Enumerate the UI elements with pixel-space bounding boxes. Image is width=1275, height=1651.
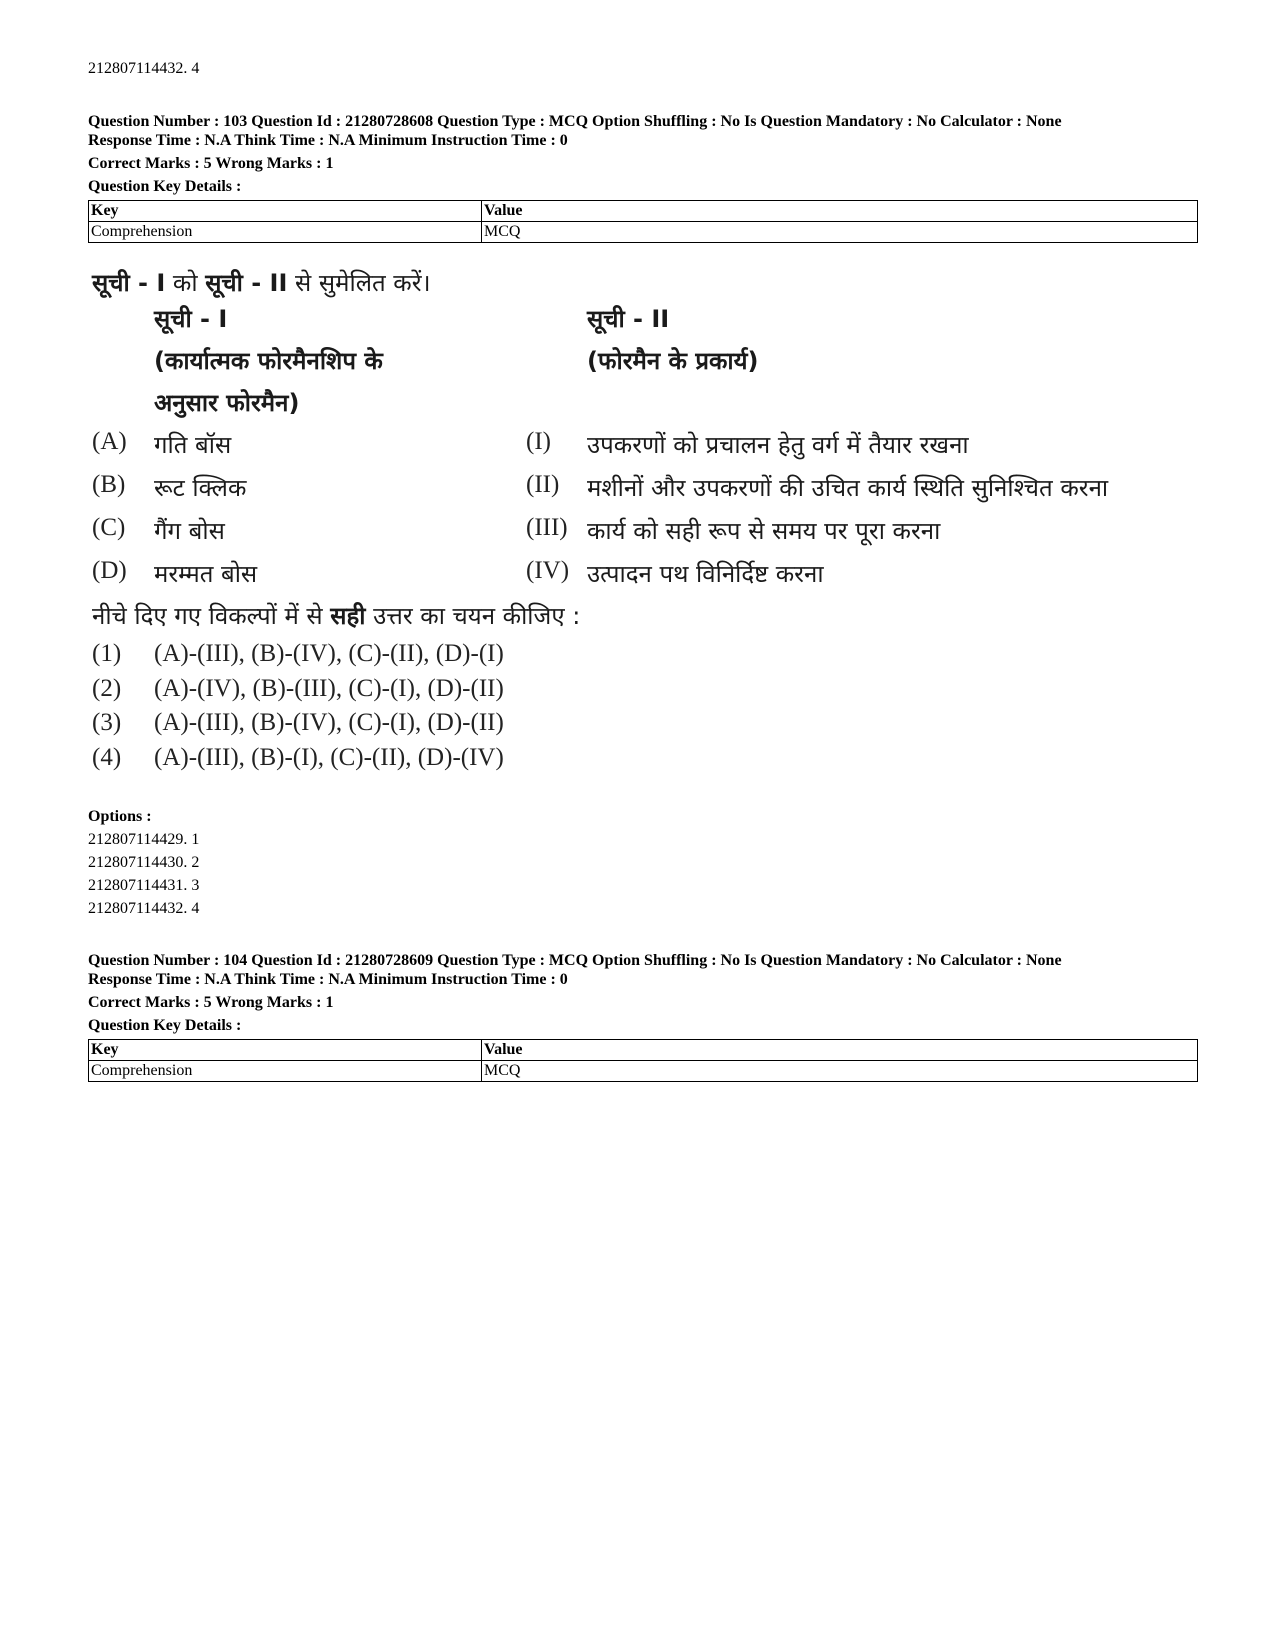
row-ii-text: मशीनों और उपकरणों की उचित कार्य स्थिति सुनिश्चित करना (587, 474, 1109, 502)
table-header-row (89, 201, 1198, 222)
table-row (89, 222, 1198, 243)
q104-header-line2: Response Time : N.A Think Time : N.A Minimum Instruction Time : 0 (88, 971, 568, 988)
row-iii-label: (III) (526, 514, 568, 541)
choice-1-text: (A)-(III), (B)-(IV), (C)-(II), (D)-(I) (154, 640, 504, 667)
table-header-value: Value (482, 1040, 1198, 1061)
table-cell-key: Comprehension (89, 1061, 482, 1082)
option-item: 212807114429. 1 (88, 831, 200, 848)
row-iv-text: उत्पादन पथ विनिर्दिष्ट करना (587, 560, 824, 588)
list1-title: सूची - I (154, 305, 228, 333)
q104-key-table (88, 1039, 1198, 1082)
row-c-text: गैंग बोस (154, 517, 225, 545)
option-item: 212807114431. 3 (88, 877, 200, 894)
table-header-key: Key (89, 1040, 482, 1061)
row-i-label: (I) (526, 428, 551, 455)
choice-3-num: (3) (92, 709, 122, 736)
row-b-label: (B) (92, 471, 126, 498)
list2-title: सूची - II (587, 305, 670, 333)
table-cell-key: Comprehension (89, 222, 482, 243)
option-item: 212807114430. 2 (88, 854, 200, 871)
q104-header-line1: Question Number : 104 Question Id : 21280728609 Question Type : MCQ Option Shuffling : No Is Question Mandatory : No Calculator : None (88, 952, 1062, 969)
row-b-text: रूट क्लिक (154, 474, 247, 502)
q103-marks: Correct Marks : 5 Wrong Marks : 1 (88, 155, 334, 172)
choice-4-num: (4) (92, 744, 122, 771)
table-cell-value: MCQ (482, 1061, 1198, 1082)
option-item: 212807114432. 4 (88, 900, 200, 917)
row-c-label: (C) (92, 514, 126, 541)
q103-key-table (88, 200, 1198, 243)
list1-subtitle-line1: (कार्यात्मक फोरमैनशिप के (154, 347, 383, 375)
q103-header-line1: Question Number : 103 Question Id : 21280728608 Question Type : MCQ Option Shuffling : No Is Question Mandatory : No Calculator : None (88, 113, 1062, 130)
table-header-value: Value (482, 201, 1198, 222)
row-d-label: (D) (92, 557, 127, 584)
table-cell-value: MCQ (482, 222, 1198, 243)
row-i-text: उपकरणों को प्रचालन हेतु वर्ग में तैयार रखना (587, 431, 969, 459)
table-header-key: Key (89, 201, 482, 222)
table-row (89, 1061, 1198, 1082)
choice-2-num: (2) (92, 675, 122, 702)
q103-options-label: Options : (88, 808, 152, 825)
table-header-row (89, 1040, 1198, 1061)
row-a-label: (A) (92, 428, 127, 455)
q103-header-line2: Response Time : N.A Think Time : N.A Minimum Instruction Time : 0 (88, 132, 568, 149)
row-iv-label: (IV) (526, 557, 570, 584)
q103-question-content (92, 266, 1192, 816)
list2-subtitle: (फोरमैन के प्रकार्य) (587, 347, 759, 375)
row-ii-label: (II) (526, 471, 560, 498)
previous-answer-line: 212807114432. 4 (88, 60, 200, 77)
choice-2-text: (A)-(IV), (B)-(III), (C)-(I), (D)-(II) (154, 675, 504, 702)
row-d-text: मरम्मत बोस (154, 560, 258, 588)
row-iii-text: कार्य को सही रूप से समय पर पूरा करना (587, 517, 941, 545)
choose-instruction: नीचे दिए गए विकल्पों में से सही उत्तर का चयन कीजिए : (92, 602, 581, 630)
choice-1-num: (1) (92, 640, 122, 667)
list1-subtitle-line2: अनुसार फोरमैन) (154, 389, 300, 417)
q104-key-details-label: Question Key Details : (88, 1017, 242, 1034)
choice-4-text: (A)-(III), (B)-(I), (C)-(II), (D)-(IV) (154, 744, 504, 771)
q104-marks: Correct Marks : 5 Wrong Marks : 1 (88, 994, 334, 1011)
q103-key-details-label: Question Key Details : (88, 178, 242, 195)
choice-3-text: (A)-(III), (B)-(IV), (C)-(I), (D)-(II) (154, 709, 504, 736)
row-a-text: गति बॉस (154, 431, 232, 459)
question-instruction: सूची - I को सूची - II से सुमेलित करें। (92, 269, 431, 297)
